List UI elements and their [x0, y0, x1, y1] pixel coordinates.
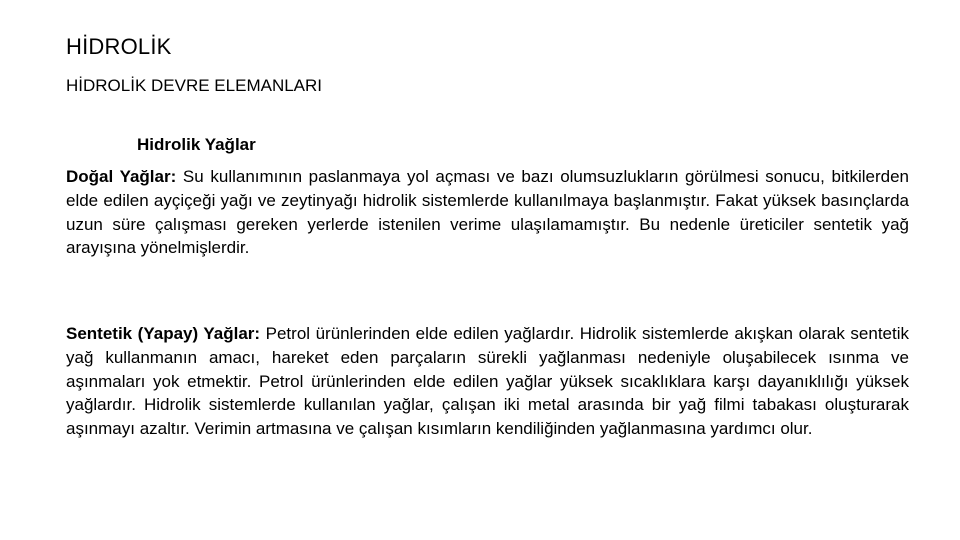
- paragraph-text: Petrol ürünlerinden elde edilen yağlardır. Hidrolik sistemlerde akışkan olarak sentetik yağ kullanmanın amacı, hareket eden parçaların sürekli yağlanması nedeniyle oluşabilecek ısınma ve aşınmaları yok etmektir. Petrol ürünlerinden elde edilen yağlar yüksek sıcaklıklara karşı dayanıklılığı yüksek yağlardır. Hidrolik sistemlerde kullanılan yağlar, çalışan iki metal arasında bir yağ filmi tabakası oluşturarak aşınmayı azaltır. Verimin artmasına ve çalışan kısımların kendiliğinden yağlanmasına yardımcı olur.: [66, 324, 909, 439]
- paragraph-term: Doğal Yağlar:: [66, 167, 177, 186]
- slide-subtitle: HİDROLİK DEVRE ELEMANLARI: [66, 76, 323, 95]
- slide-title: HİDROLİK: [66, 34, 172, 59]
- paragraph-text: Su kullanımının paslanmaya yol açması ve bazı olumsuzlukların görülmesi sonucu, bitkilerden elde edilen ayçiçeği yağı ve zeytinyağı hidrolik sistemlerde kullanılmaya başlanmıştır. Fakat yüksek basınçlarda uzun süre çalışması gereken yerlerde istenilen verime ulaşılamamıştır. Bu nedenle üreticiler sentetik yağ arayışına yönelmişlerdir.: [66, 167, 909, 258]
- paragraph-synthetic-oils: [66, 322, 909, 441]
- paragraph-natural-oils: [66, 165, 909, 260]
- paragraph-term: Sentetik (Yapay) Yağlar:: [66, 324, 261, 343]
- section-title: Hidrolik Yağlar: [137, 135, 256, 154]
